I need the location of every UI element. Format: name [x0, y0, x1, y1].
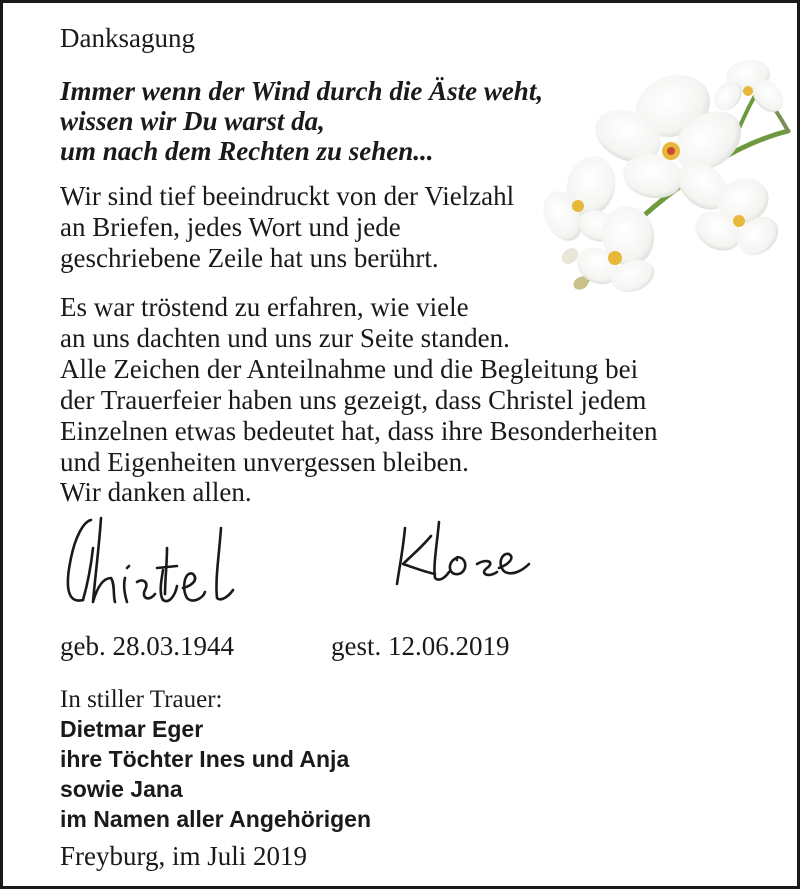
mourner-line: ihre Töchter Ines und Anja [60, 746, 350, 772]
mourner-line: im Namen aller Angehörigen [60, 806, 371, 832]
motto-verse [60, 76, 543, 166]
mourning-block [60, 685, 371, 834]
text-line: und Eigenheiten unvergessen bleiben. [60, 447, 469, 477]
mourning-label: In stiller Trauer: [60, 686, 223, 713]
motto-line: um nach dem Rechten zu sehen... [60, 136, 434, 166]
handwritten-signature [53, 508, 613, 618]
birth-date: geb. 28.03.1944 [60, 631, 234, 661]
text-line: Es war tröstend zu erfahren, wie viele [60, 292, 469, 322]
text-line: Wir sind tief beeindruckt von der Vielzahl [60, 181, 515, 211]
motto-line: Immer wenn der Wind durch die Äste weht, [60, 76, 544, 106]
thanks-paragraph-letters [60, 181, 514, 274]
thanks-paragraph-sympathy [60, 292, 658, 478]
mourners-list [60, 714, 371, 834]
orchid-image [543, 51, 791, 301]
text-line: geschriebene Zeile hat uns berührt. [60, 243, 439, 273]
text-line: an Briefen, jedes Wort und jede [60, 212, 401, 242]
place-and-date: Freyburg, im Juli 2019 [60, 841, 308, 871]
text-line: der Trauerfeier haben uns gezeigt, dass Christel jedem [60, 385, 647, 415]
motto-line: wissen wir Du warst da, [60, 106, 325, 136]
text-line: an uns dachten und uns zur Seite standen. [60, 323, 510, 353]
mourner-line: sowie Jana [60, 776, 183, 802]
closing-thanks: Wir danken allen. [60, 477, 252, 507]
text-line: Einzelnen etwas bedeutet hat, dass ihre Besonderheiten [60, 416, 658, 446]
text-line: Alle Zeichen der Anteilnahme und die Begleitung bei [60, 354, 639, 384]
death-date: gest. 12.06.2019 [331, 631, 510, 661]
heading: Danksagung [60, 23, 195, 53]
mourner-line: Dietmar Eger [60, 716, 204, 742]
